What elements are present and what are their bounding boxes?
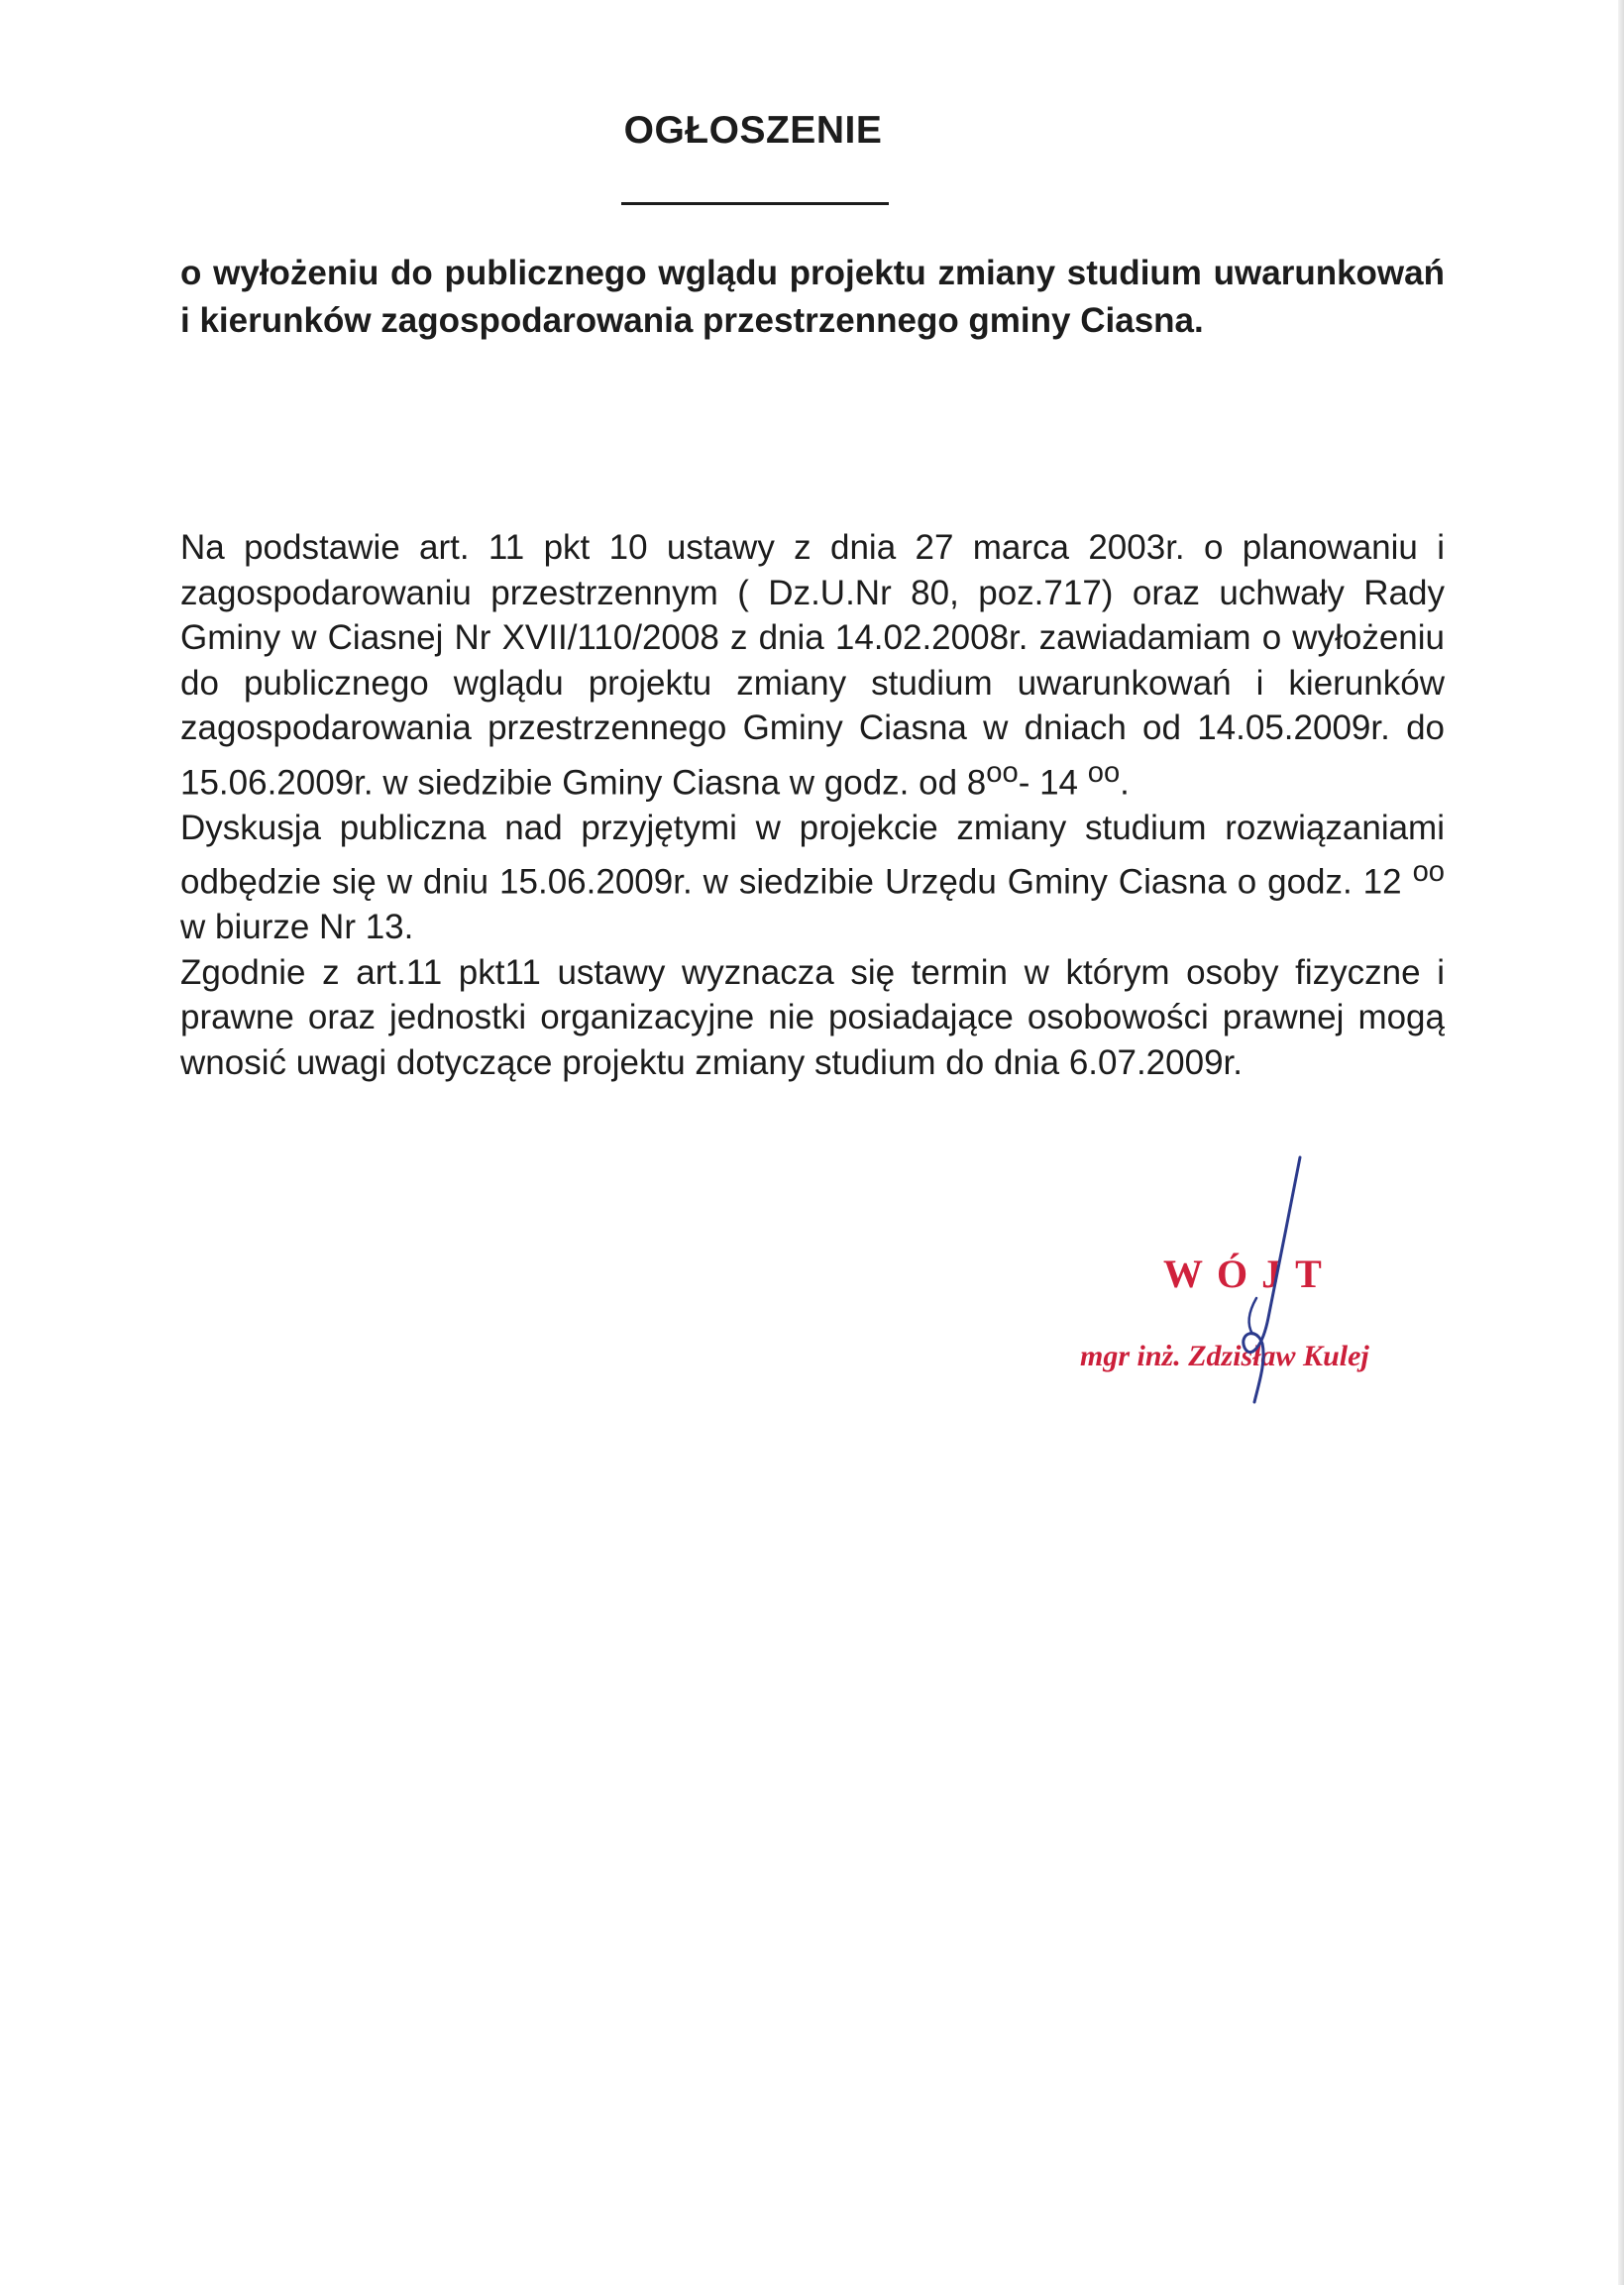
title-underline <box>621 202 889 205</box>
superscript: oo <box>1412 856 1445 889</box>
document-title: OGŁOSZENIE <box>623 109 883 152</box>
superscript: oo <box>986 756 1019 789</box>
handwritten-signature <box>1080 1149 1437 1407</box>
stamp-name: mgr inż. Zdzisław Kulej <box>1080 1340 1369 1372</box>
body-paragraph-1: Na podstawie art. 11 pkt 10 ustawy z dnia 27 marca 2003r. o planowaniu i zagospodarowaniu przestrzennym ( Dz.U.Nr 80, poz.717) oraz uchwały Rady Gminy w Ciasnej Nr XVII/110/2008 z dnia 14.02.2008r. zawiadamiam o wyłożeniu do publicznego wglądu projektu zmiany studium uwarunkowań i kierunków zagospodarowania przestrzennego Gminy Ciasna w dniach od 14.05.2009r. do 15.06.2009r. w siedzibie Gminy Ciasna w godz. od $8^{oo}-$ 14 $^{oo}$. <box>180 528 1445 803</box>
stamp-title: WÓJT <box>1163 1251 1336 1296</box>
scan-edge <box>1618 0 1624 2285</box>
superscript: oo <box>1087 756 1121 789</box>
signature-block <box>1080 1149 1437 1407</box>
document-subject: o wyłożeniu do publicznego wglądu projektu zmiany studium uwarunkowań i kierunków zagospodarowania przestrzennego gminy Ciasna. <box>180 254 1445 340</box>
body-paragraph-2: Dyskusja publiczna nad przyjętymi w projekcie zmiany studium rozwiązaniami odbędzie się w dniu 15.06.2009r. w siedzibie Urzędu Gminy Ciasna o godz. 12 $^{oo}$ w biurze Nr 13. <box>180 808 1445 947</box>
document-body <box>180 525 1445 1085</box>
body-paragraph-3: Zgodnie z art.11 pkt11 ustawy wyznacza się termin w którym osoby fizyczne i prawne oraz jednostki organizacyjne nie posiadające osobowości prawnej mogą wnosić uwagi dotyczące projektu zmiany studium do dnia 6.07.2009r. <box>180 952 1445 1082</box>
